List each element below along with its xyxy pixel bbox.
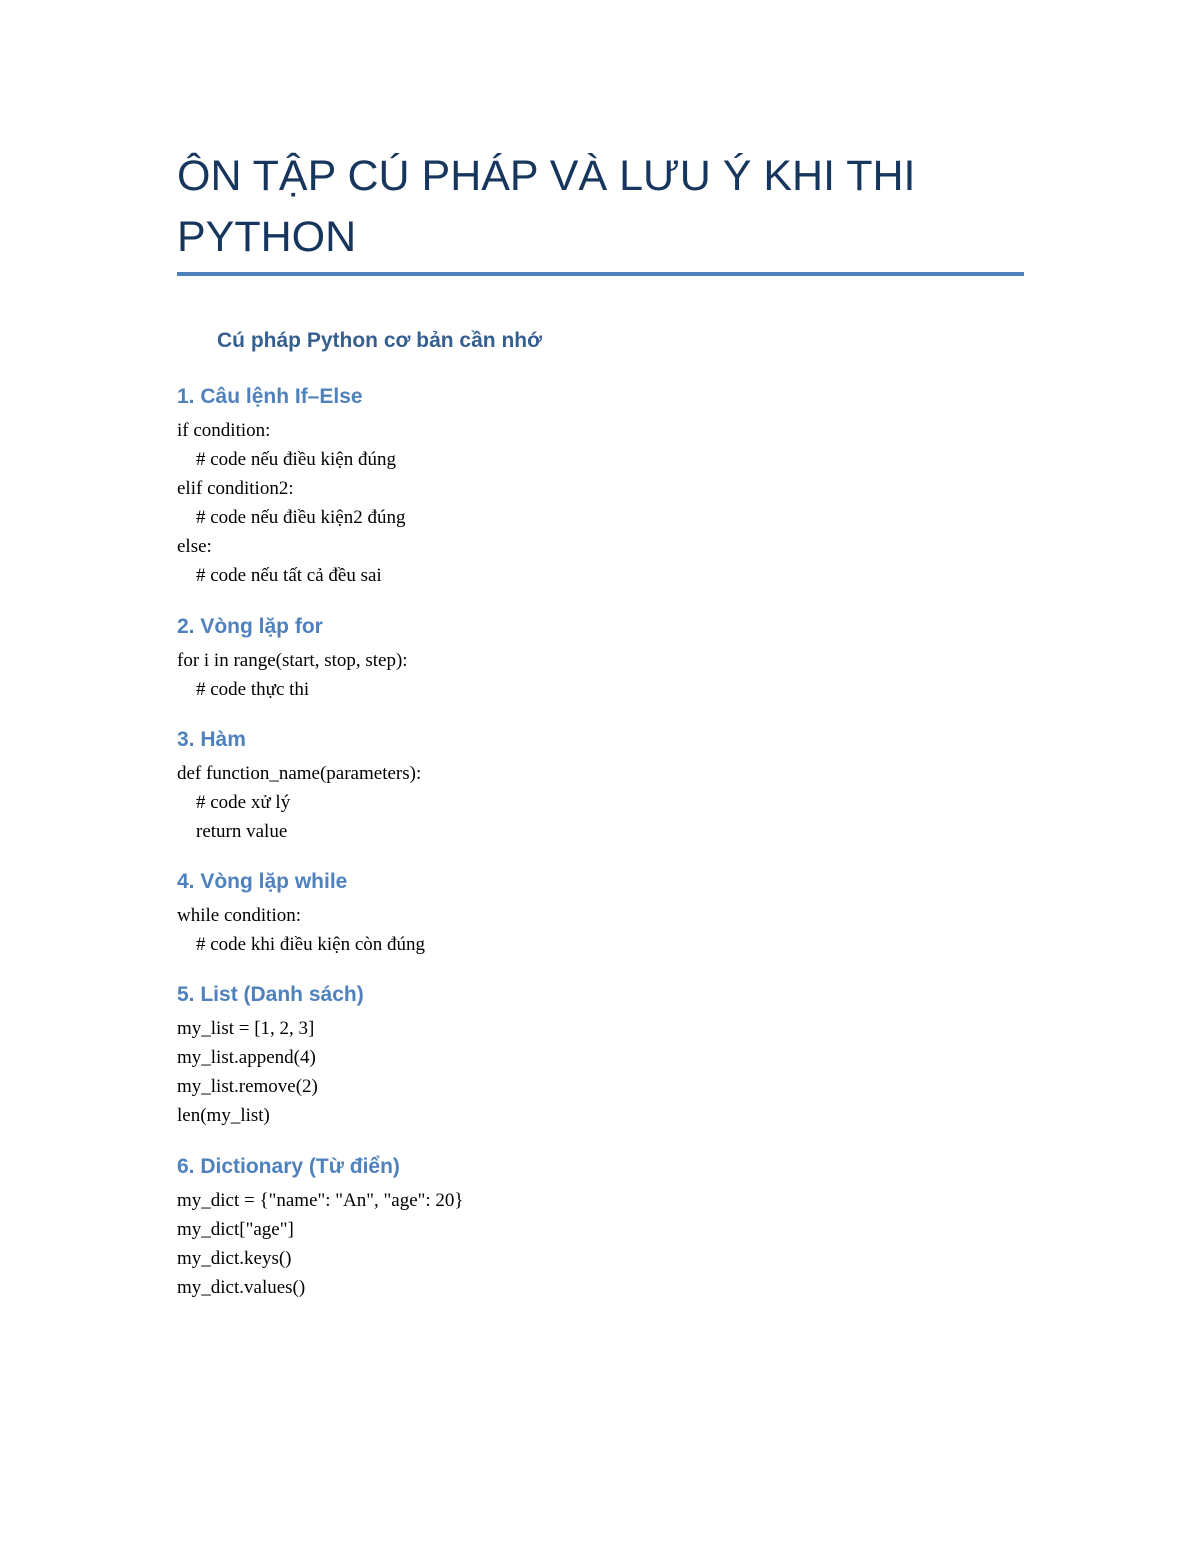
document-title: ÔN TẬP CÚ PHÁP VÀ LƯU Ý KHI THI PYTHON [177, 152, 916, 261]
code-line: return value [196, 821, 288, 842]
section-list [177, 980, 997, 1130]
section-heading: 4. Vòng lặp while [177, 870, 348, 893]
section-heading: 1. Câu lệnh If–Else [177, 385, 363, 408]
section-for-loop [177, 612, 997, 704]
code-line: my_dict["age"] [177, 1219, 294, 1240]
title-underline [177, 272, 1024, 276]
code-line: len(my_list) [177, 1105, 270, 1126]
code-line: my_dict.keys() [177, 1248, 292, 1269]
section-if-else [177, 382, 997, 590]
document-subtitle: Cú pháp Python cơ bản cần nhớ [217, 329, 543, 352]
code-line: # code khi điều kiện còn đúng [196, 934, 426, 955]
code-line: my_dict = {"name": "An", "age": 20} [177, 1190, 464, 1211]
code-line: for i in range(start, stop, step): [177, 650, 408, 671]
code-line: # code xử lý [196, 792, 291, 813]
code-line: elif condition2: [177, 478, 294, 499]
section-function [177, 725, 997, 846]
code-line: my_dict.values() [177, 1277, 306, 1298]
code-line: # code nếu điều kiện đúng [196, 449, 396, 470]
code-line: # code thực thi [196, 679, 310, 700]
section-heading: 5. List (Danh sách) [177, 983, 364, 1006]
code-line: else: [177, 536, 212, 557]
section-heading: 6. Dictionary (Từ điển) [177, 1155, 400, 1178]
section-while-loop [177, 867, 997, 959]
code-line: if condition: [177, 420, 271, 441]
code-line: my_list = [1, 2, 3] [177, 1018, 315, 1039]
code-line: my_list.append(4) [177, 1047, 316, 1068]
code-line: def function_name(parameters): [177, 763, 422, 784]
code-line: my_list.remove(2) [177, 1076, 318, 1097]
section-dictionary [177, 1152, 997, 1302]
section-heading: 2. Vòng lặp for [177, 615, 323, 638]
code-line: # code nếu điều kiện2 đúng [196, 507, 406, 528]
section-heading: 3. Hàm [177, 728, 246, 751]
code-line: # code nếu tất cả đều sai [196, 565, 382, 586]
code-line: while condition: [177, 905, 302, 926]
